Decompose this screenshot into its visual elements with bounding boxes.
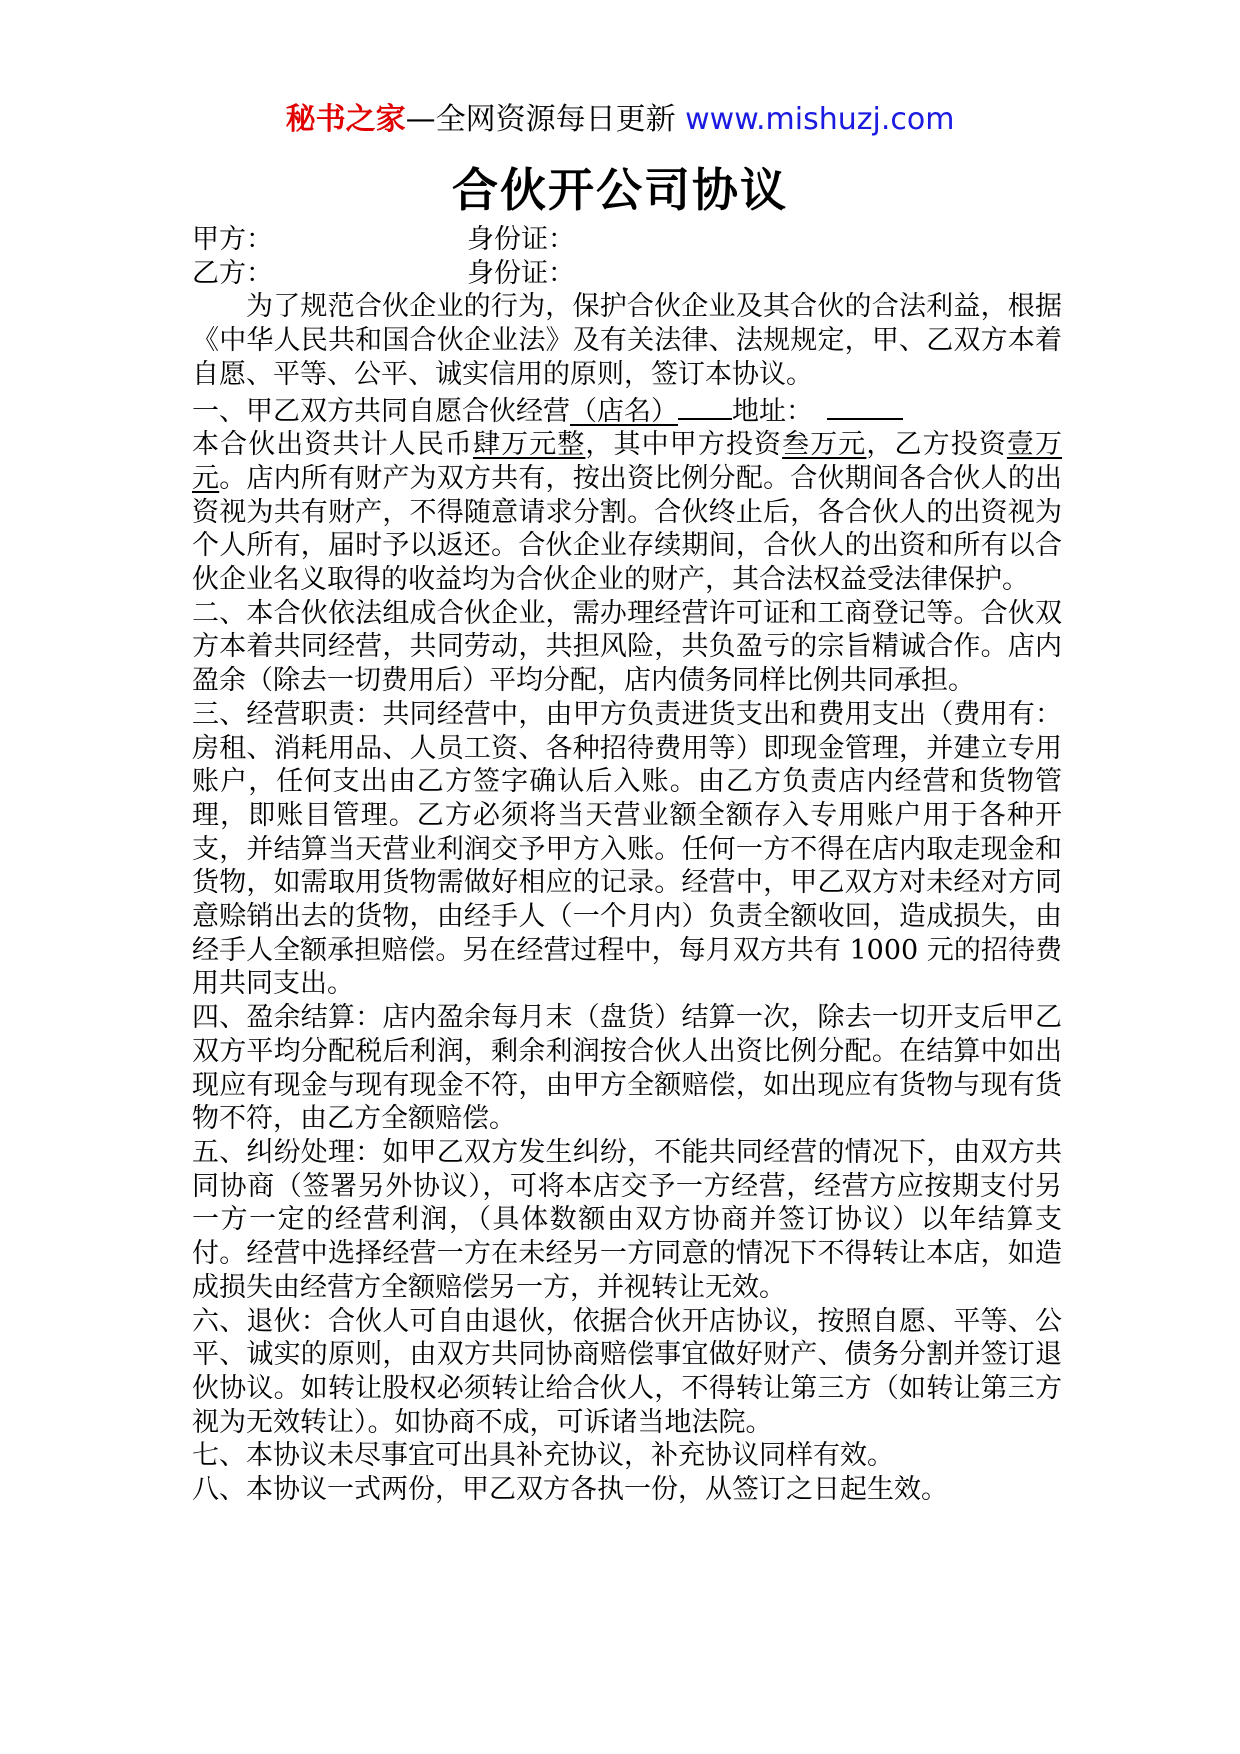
capital-mid-1: ，其中甲方投资 <box>585 429 783 461</box>
document-body <box>192 223 1062 1507</box>
clause-3: 三、经营职责：共同经营中，由甲方负责进货支出和费用支出（费用有：房租、消耗用品、人员工资、各种招待费用等）即现金管理，并建立专用账户，任何支出由乙方签字确认后入账。由乙方负责店内经营和货物管理，即账目管理。乙方必须将当天营业额全额存入专用账户用于各种开支，并结算当天营业利润交予甲方入账。任何一方不得在店内取走现金和货物，如需取用货物需做好相应的记录。经营中，甲乙双方对未经对方同意赊销出去的货物，由经手人（一个月内）负责全额收回，造成损失，由经手人全额承担赔偿。另在经营过程中，每月双方共有 1000 元的招待费用共同支出。 <box>192 698 1062 1000</box>
shop-name-blank-line <box>678 392 732 420</box>
capital-prefix: 本合伙出资共计人民币 <box>192 429 473 461</box>
party-b-row <box>192 257 1062 291</box>
banner-brand: 秘书之家 <box>285 102 406 137</box>
address-label: 地址： <box>732 395 813 427</box>
banner-slogan: —全网资源每日更新 <box>405 102 676 137</box>
address-blank <box>827 392 903 420</box>
clause-6: 六、退伙：合伙人可自由退伙，依据合伙开店协议，按照自愿、平等、公平、诚实的原则，由双方共同协商赔偿事宜做好财产、债务分割并签订退伙协议。如转让股权必须转让给合伙人，不得转让第三方（如转让第三方视为无效转让）。如协商不成，可诉诸当地法院。 <box>192 1305 1062 1438</box>
clause-2: 二、本合伙依法组成合伙企业，需办理经营许可证和工商登记等。合伙双方本着共同经营，共同劳动，共担风险，共负盈亏的宗旨精诚合作。店内盈余（除去一切费用后）平均分配，店内债务同样比例共同承担。 <box>192 597 1062 697</box>
preamble-paragraph: 为了规范合伙企业的行为，保护合伙企业及其合伙的合法利益，根据《中华人民共和国合伙企业法》及有关法律、法规规定，甲、乙双方本着自愿、平等、公平、诚实信用的原则，签订本协议。 <box>192 291 1062 390</box>
party-a-row <box>192 223 1062 257</box>
clause-1-rest: 。店内所有财产为双方共有，按出资比例分配。合伙期间各合伙人的出资视为共有财产，不得随意请求分割。合伙终止后，各合伙人的出资视为个人所有，届时予以返还。合伙企业存续期间，合伙人的出资和所有以合伙企业名义取得的收益均为合伙企业的财产，其合法权益受法律保护。 <box>192 462 1063 596</box>
banner-url-link[interactable]: www.mishuzj.com <box>685 102 955 137</box>
party-b-label: 乙方： <box>192 257 273 289</box>
clause-4: 四、盈余结算：店内盈余每月末（盘货）结算一次，除去一切开支后甲乙双方平均分配税后利润，剩余利润按合伙人出资比例分配。在结算中如出现应有现金与现有现金不符，由甲方全额赔偿，如出现应有货物与现有货物不符，由乙方全额赔偿。 <box>192 1002 1062 1135</box>
clause-8: 八、本协议一式两份，甲乙双方各执一份，从签订之日起生效。 <box>192 1474 948 1506</box>
capital-mid-2: ，乙方投资 <box>866 429 1007 461</box>
party-a-label: 甲方： <box>192 224 273 255</box>
party-b-id-label: 身份证： <box>467 257 575 289</box>
clause-7: 七、本协议未尽事宜可出具补充协议，补充协议同样有效。 <box>192 1440 894 1472</box>
capital-party-a: 叁万元 <box>782 429 867 461</box>
clause-1 <box>192 392 1062 429</box>
clause-1-capital <box>192 428 1062 597</box>
shop-name-blank: （店名） <box>570 395 678 427</box>
clause-5: 五、纠纷处理：如甲乙双方发生纠纷，不能共同经营的情况下，由双方共同协商（签署另外协议），可将本店交予一方经营，经营方应按期支付另一方一定的经营利润，（具体数额由双方协商并签订协议）以年结算支付。经营中选择经营一方在未经另一方同意的情况下不得转让本店，如造成损失由经营方全额赔偿另一方，并视转让无效。 <box>192 1136 1062 1303</box>
capital-total: 肆万元整 <box>473 429 586 461</box>
party-a-id-label: 身份证： <box>467 224 575 255</box>
clause-1-prefix: 一、甲乙双方共同自愿合伙经营 <box>192 395 570 427</box>
document-title: 合伙开公司协议 <box>452 163 788 217</box>
capital-party-b: 壹万元 <box>192 429 1063 494</box>
site-banner <box>0 100 1240 140</box>
